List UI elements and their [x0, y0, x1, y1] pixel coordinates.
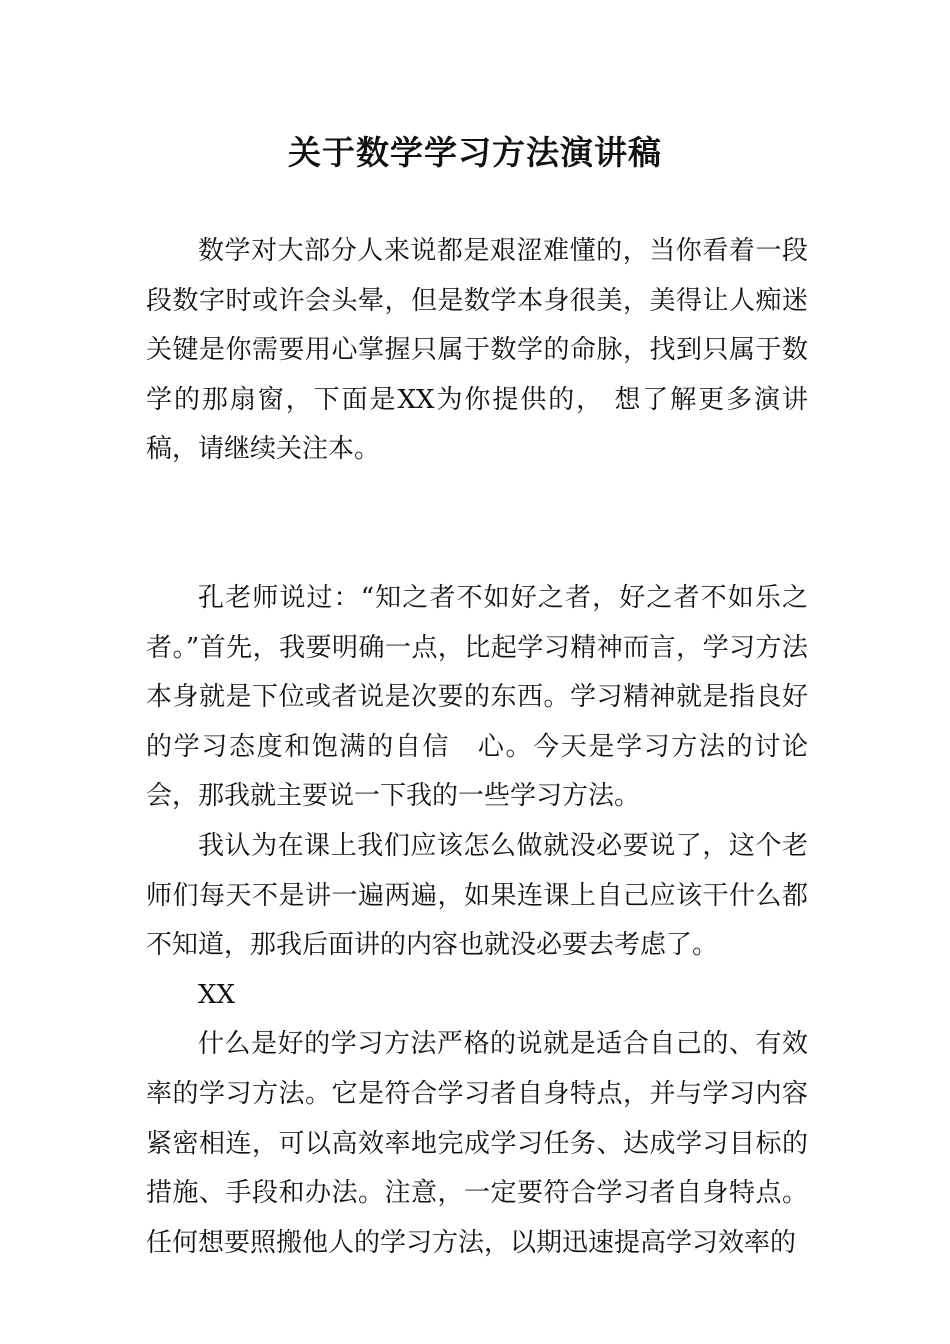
paragraph-in-class: 我认为在课上我们应该怎么做就没必要说了，这个老师们每天不是讲一遍两遍，如果连课上自己应该干什么都不知道，那我后面讲的内容也就没必要去考虑了。 — [146, 830, 808, 961]
paragraph-gap — [146, 475, 808, 574]
paragraph-intro: 数学对大部分人来说都是艰涩难懂的，当你看着一段段数字时或许会头晕，但是数学本身很美，美得让人痴迷关键是你需要用心掌握只属于数学的命脉，找到只属于数学的那扇窗，下面是XX为你提供的， 想了解更多演讲稿，请继续关注本。 — [146, 236, 808, 465]
paragraph-confucius-quote: 孔老师说过：“知之者不如好之者，好之者不如乐之者。”首先，我要明确一点，比起学习精神而言，学习方法本身就是下位或者说是次要的东西。学习精神就是指良好的学习态度和饱满的自信 心。今天是学习方法的讨论会，那我就主要说一下我的一些学习方法。 — [146, 582, 808, 812]
paragraph-xx: XX — [198, 979, 236, 1010]
document-body — [146, 227, 808, 1268]
paragraph-good-method: 什么是好的学习方法严格的说就是适合自己的、有效率的学习方法。它是符合学习者自身特点，并与学习内容紧密相连，可以高效率地完成学习任务、达成学习目标的措施、手段和办法。注意，一定要符合学习者自身特点。任何想要照搬他人的学习方法，以期迅速提高学习效率的 — [146, 1029, 808, 1258]
document-title: 关于数学学习方法演讲稿 — [288, 133, 662, 172]
